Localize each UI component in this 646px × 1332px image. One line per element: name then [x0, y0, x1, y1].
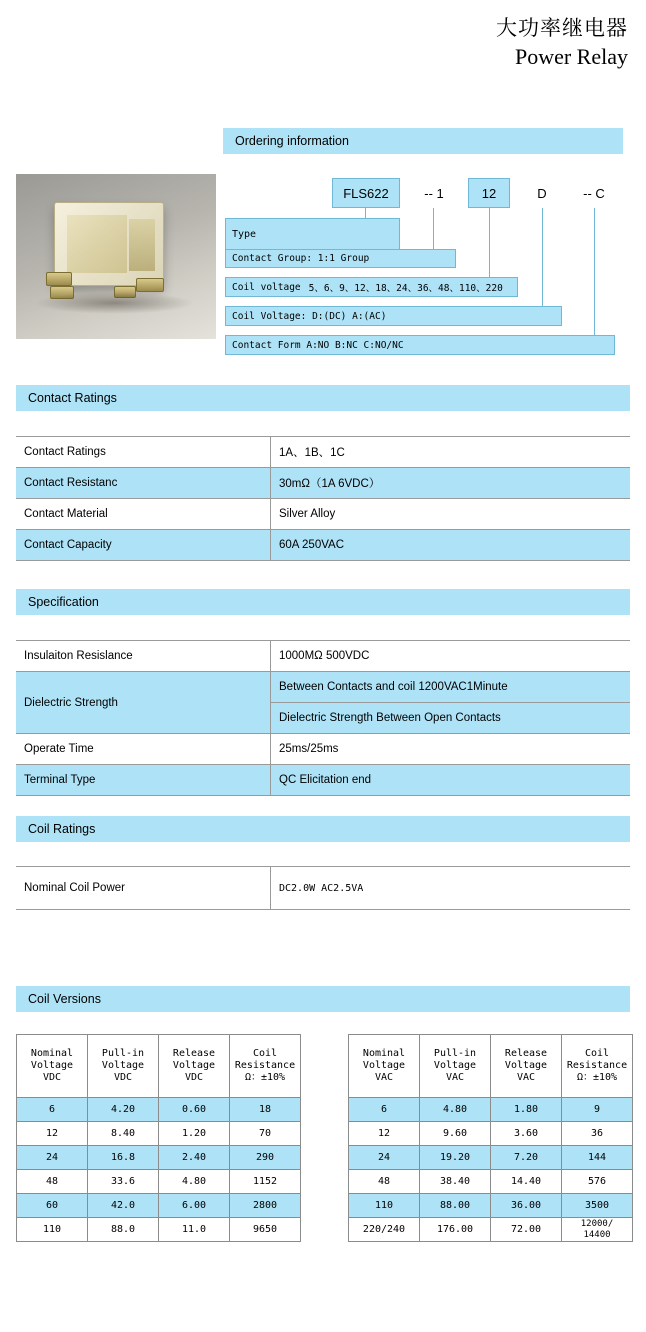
ac-cell: 36.00 [491, 1194, 562, 1218]
coil-ratings-label-0: Nominal Coil Power [16, 867, 271, 910]
ordering-code-coil-voltage: 12 [468, 178, 510, 208]
connector-line [594, 208, 595, 335]
dc-header-0: Nominal Voltage VDC [17, 1035, 88, 1098]
ac-header-1: Pull-in Voltage VAC [420, 1035, 491, 1098]
ordering-code-contact-group: -- 1 [424, 185, 444, 201]
table-row [349, 1170, 633, 1194]
table-row [16, 641, 630, 672]
specification-label-1: Dielectric Strength [16, 672, 271, 734]
dc-cell: 2.40 [159, 1146, 230, 1170]
contact-ratings-label-2: Contact Material [16, 499, 271, 530]
specification-value-4: QC Elicitation end [271, 765, 631, 796]
ac-header-0: Nominal Voltage VAC [349, 1035, 420, 1098]
specification-value-3: 25ms/25ms [271, 734, 631, 765]
dc-cell: 60 [17, 1194, 88, 1218]
relay-terminal-pin [136, 278, 164, 292]
ordering-legend-type: Type [225, 218, 400, 250]
ac-header-2: Release Voltage VAC [491, 1035, 562, 1098]
dc-cell: 4.80 [159, 1170, 230, 1194]
contact-ratings-label-3: Contact Capacity [16, 530, 271, 561]
dc-cell: 6 [17, 1098, 88, 1122]
page-header [496, 12, 628, 70]
table-row [17, 1122, 301, 1146]
dc-cell: 9650 [230, 1218, 301, 1242]
dc-cell: 24 [17, 1146, 88, 1170]
dc-cell: 42.0 [88, 1194, 159, 1218]
dc-cell: 1152 [230, 1170, 301, 1194]
section-title-contact-ratings: Contact Ratings [16, 385, 630, 411]
dc-cell: 110 [17, 1218, 88, 1242]
table-row [16, 530, 630, 561]
table-row [16, 437, 630, 468]
contact-ratings-label-0: Contact Ratings [16, 437, 271, 468]
coil-ratings-value-0: DC2.0W AC2.5VA [271, 867, 631, 910]
dc-header-2: Release Voltage VDC [159, 1035, 230, 1098]
ac-cell: 3.60 [491, 1122, 562, 1146]
ac-cell: 4.80 [420, 1098, 491, 1122]
table-row [16, 734, 630, 765]
ordering-legend-coil-voltage [225, 277, 518, 297]
table-row [16, 867, 630, 910]
dc-header-1: Pull-in Voltage VDC [88, 1035, 159, 1098]
ac-cell: 72.00 [491, 1218, 562, 1242]
dc-cell: 1.20 [159, 1122, 230, 1146]
dc-cell: 88.0 [88, 1218, 159, 1242]
table-row [349, 1218, 633, 1242]
specification-value-0: 1000MΩ 500VDC [271, 641, 631, 672]
dc-cell: 4.20 [88, 1098, 159, 1122]
coil-versions-dc-table [16, 1034, 301, 1242]
ac-cell: 7.20 [491, 1146, 562, 1170]
dc-header-3: Coil Resistance Ω：±10% [230, 1035, 301, 1098]
table-row [16, 499, 630, 530]
section-title-coil-versions: Coil Versions [16, 986, 630, 1012]
connector-line [489, 208, 490, 277]
contact-ratings-value-1: 30mΩ（1A 6VDC） [271, 468, 631, 499]
ac-cell: 38.40 [420, 1170, 491, 1194]
ac-cell: 14.40 [491, 1170, 562, 1194]
contact-ratings-table [16, 436, 630, 561]
specification-label-4: Terminal Type [16, 765, 271, 796]
ac-cell: 19.20 [420, 1146, 491, 1170]
ac-cell: 24 [349, 1146, 420, 1170]
contact-ratings-value-3: 60A 250VAC [271, 530, 631, 561]
specification-label-3: Operate Time [16, 734, 271, 765]
dc-cell: 33.6 [88, 1170, 159, 1194]
coil-versions-ac-table [348, 1034, 633, 1242]
page-title-cn: 大功率继电器 [496, 16, 628, 40]
ordering-code-model: FLS622 [332, 178, 400, 208]
ac-cell: 110 [349, 1194, 420, 1218]
dc-cell: 48 [17, 1170, 88, 1194]
contact-ratings-value-2: Silver Alloy [271, 499, 631, 530]
ac-cell: 576 [562, 1170, 633, 1194]
section-title-coil-ratings: Coil Ratings [16, 816, 630, 842]
table-row [16, 765, 630, 796]
connector-line [365, 208, 366, 218]
contact-ratings-label-1: Contact Resistanc [16, 468, 271, 499]
ac-cell: 88.00 [420, 1194, 491, 1218]
ac-cell: 48 [349, 1170, 420, 1194]
relay-contact-assembly [67, 215, 127, 273]
ac-cell: 3500 [562, 1194, 633, 1218]
dc-cell: 16.8 [88, 1146, 159, 1170]
section-title-ordering-information: Ordering information [223, 128, 623, 154]
contact-ratings-value-0: 1A、1B、1C [271, 437, 631, 468]
ac-cell: 9.60 [420, 1122, 491, 1146]
ac-cell: 36 [562, 1122, 633, 1146]
table-row [17, 1194, 301, 1218]
relay-coil-bobbin [129, 219, 155, 271]
dc-cell: 18 [230, 1098, 301, 1122]
section-title-specification: Specification [16, 589, 630, 615]
relay-product-photo [16, 174, 216, 339]
dc-cell: 290 [230, 1146, 301, 1170]
ac-cell: 12 [349, 1122, 420, 1146]
dc-cell: 8.40 [88, 1122, 159, 1146]
dc-cell: 70 [230, 1122, 301, 1146]
specification-value-1: Between Contacts and coil 1200VAC1Minute [271, 672, 631, 703]
dc-cell: 0.60 [159, 1098, 230, 1122]
dc-cell: 2800 [230, 1194, 301, 1218]
table-row [349, 1122, 633, 1146]
ac-cell: 6 [349, 1098, 420, 1122]
connector-line [433, 208, 434, 249]
page-title-en: Power Relay [514, 44, 628, 69]
table-row [349, 1194, 633, 1218]
ordering-legend-contact-group: Contact Group: 1:1 Group [225, 249, 456, 268]
table-row [349, 1098, 633, 1122]
ac-cell: 176.00 [420, 1218, 491, 1242]
photo-shadow [34, 292, 194, 314]
table-row [16, 468, 630, 499]
specification-label-0: Insulaiton Resislance [16, 641, 271, 672]
specification-value-2: Dielectric Strength Between Open Contacts [271, 703, 631, 734]
table-header-row [17, 1035, 301, 1098]
ordering-code-contact-form: -- C [583, 185, 605, 201]
ordering-legend-coil-voltage-values: 5、6、9、12、18、24、36、48、110、220 [308, 283, 503, 294]
ordering-legend-voltage-type: Coil Voltage: D:(DC) A:(AC) [225, 306, 562, 326]
ac-cell: 144 [562, 1146, 633, 1170]
dc-cell: 6.00 [159, 1194, 230, 1218]
ordering-legend-coil-voltage-label: Coil voltage [232, 281, 301, 293]
ac-cell: 220/240 [349, 1218, 420, 1242]
ordering-code-voltage-type: D [537, 185, 547, 201]
table-row [17, 1098, 301, 1122]
dc-cell: 11.0 [159, 1218, 230, 1242]
table-row [17, 1218, 301, 1242]
ac-cell: 9 [562, 1098, 633, 1122]
ac-header-3: Coil Resistance Ω：±10% [562, 1035, 633, 1098]
table-row [17, 1170, 301, 1194]
ac-cell: 12000/ 14400 [562, 1218, 633, 1242]
specification-table [16, 640, 630, 796]
table-row [349, 1146, 633, 1170]
connector-line [542, 208, 543, 306]
dc-cell: 12 [17, 1122, 88, 1146]
table-header-row [349, 1035, 633, 1098]
table-row [16, 672, 630, 703]
ordering-legend-contact-form: Contact Form A:NO B:NC C:NO/NC [225, 335, 615, 355]
coil-ratings-table [16, 866, 630, 910]
table-row [17, 1146, 301, 1170]
ac-cell: 1.80 [491, 1098, 562, 1122]
relay-terminal-pin [46, 272, 72, 286]
